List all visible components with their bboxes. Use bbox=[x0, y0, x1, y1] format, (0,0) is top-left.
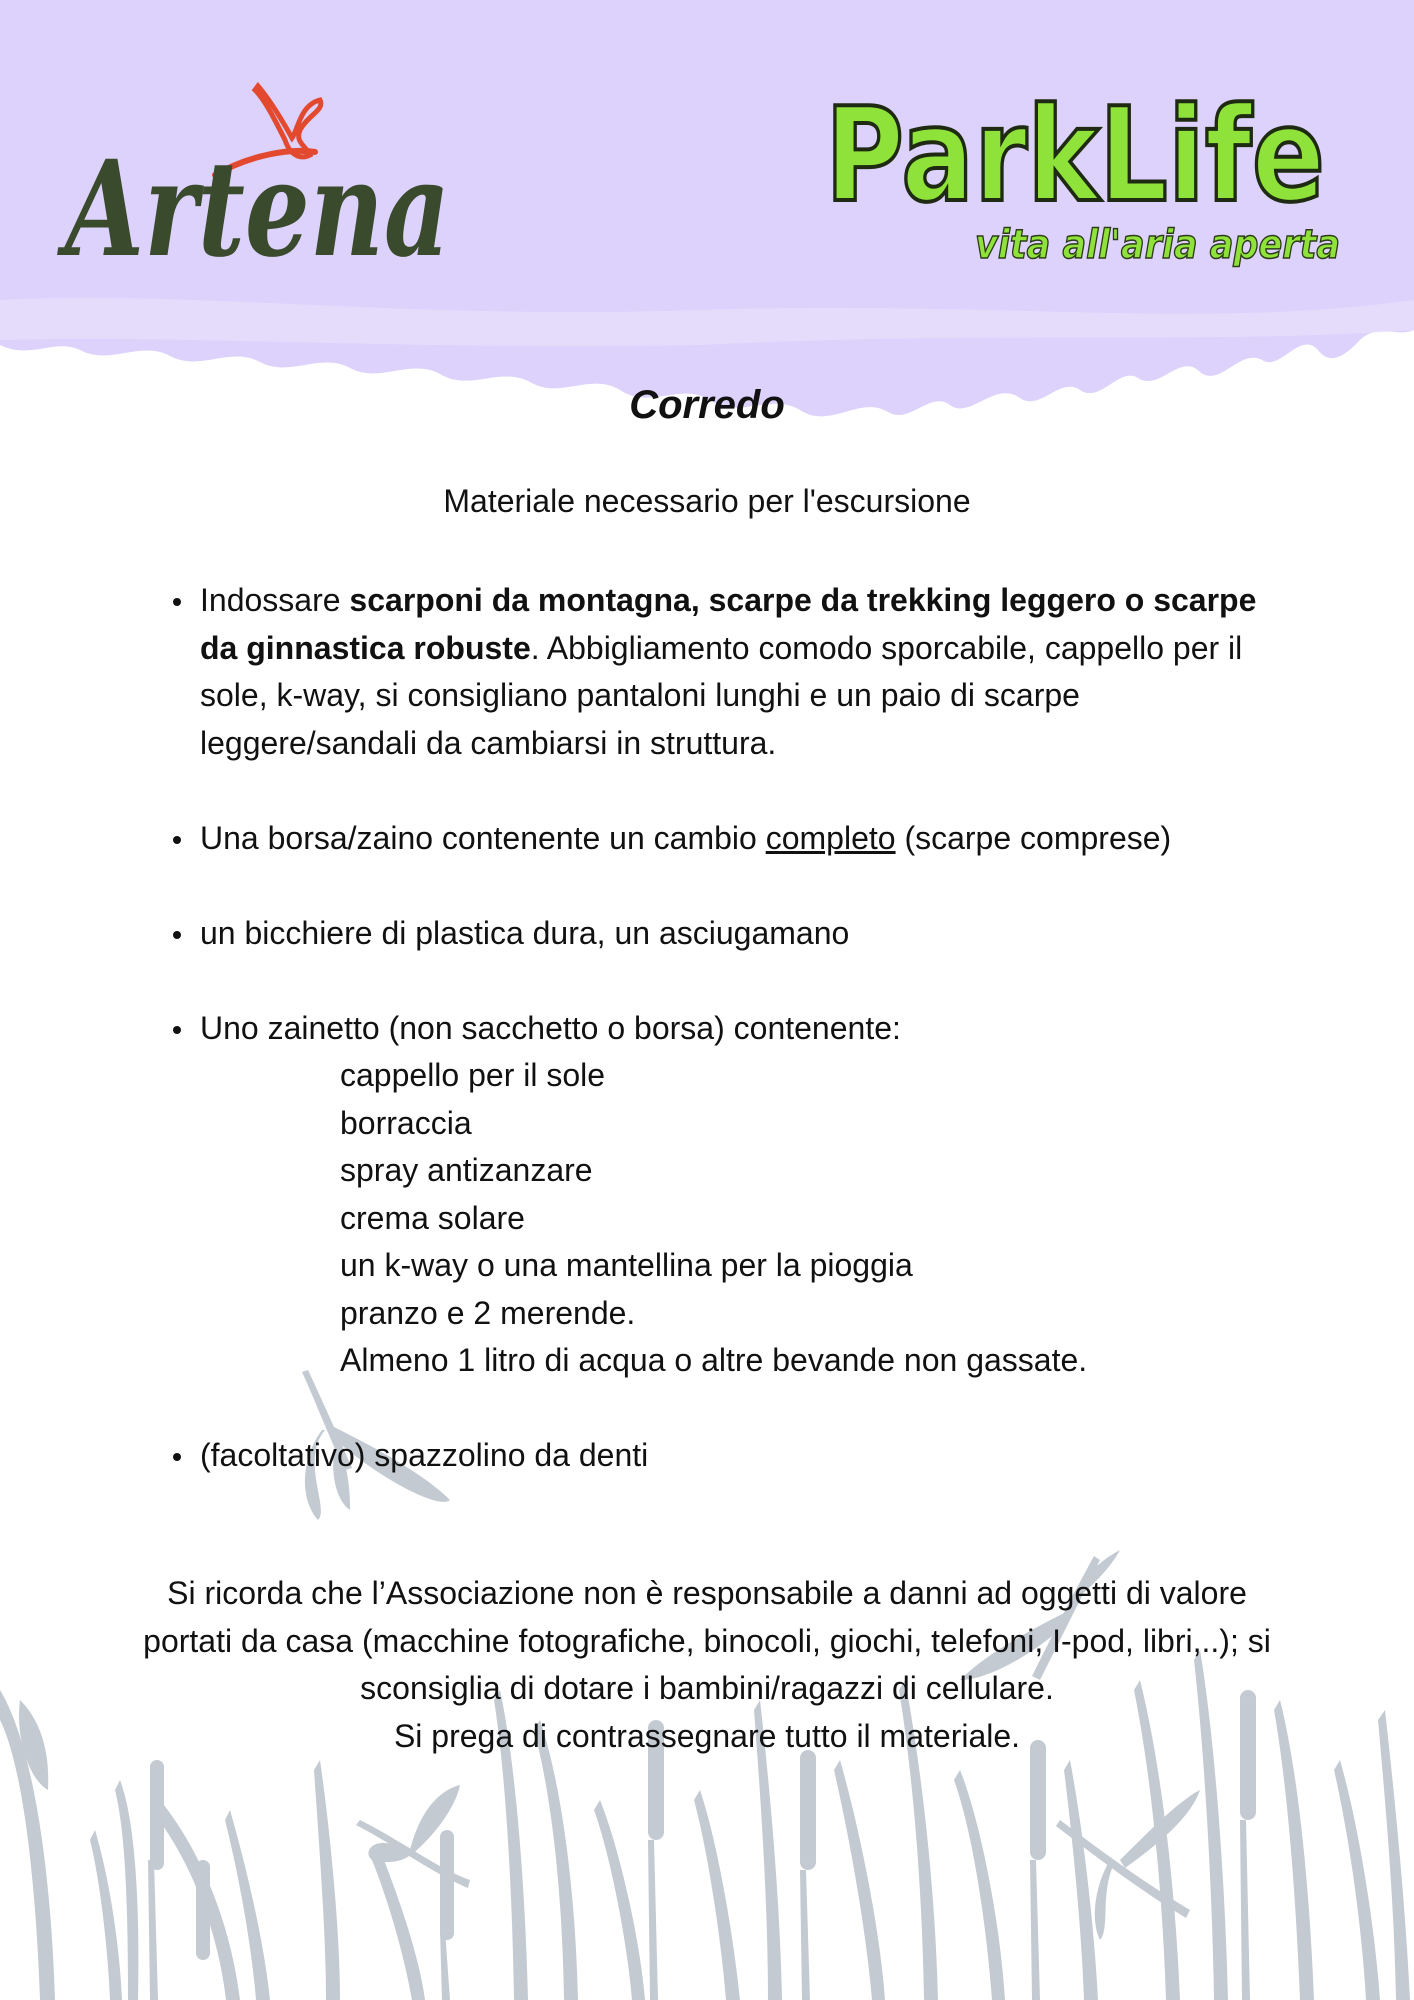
footwear-highlight: scarponi da montagna, scarpe da trekking leggero o scarpe da ginnastica robuste bbox=[200, 582, 1257, 666]
artena-logo bbox=[56, 60, 460, 287]
list-item: Uno zainetto (non sacchetto o borsa) contenente: cappello per il sole borraccia spray antizanzare crema solare un k-way o una mantellina per la pioggia pranzo e 2 merende. Almeno 1 litro di acqua o altre bevande non gassate. bbox=[170, 1005, 1290, 1385]
parklife-logo bbox=[815, 50, 1355, 280]
svg-text:Artena: Artena bbox=[56, 132, 451, 287]
sub-item: borraccia bbox=[340, 1104, 472, 1141]
equipment-list bbox=[170, 577, 1290, 1480]
underlined-word: completo bbox=[765, 819, 896, 856]
page-title: Corredo bbox=[629, 383, 785, 427]
labeling-reminder: Si prega di contrassegnare tutto il materiale. bbox=[393, 1717, 1021, 1754]
list-item: Una borsa/zaino contenente un cambio completo (scarpe comprese) bbox=[170, 815, 1290, 863]
list-item: un bicchiere di plastica dura, un asciugamano bbox=[170, 910, 1290, 958]
sub-item: un k-way o una mantellina per la pioggia bbox=[340, 1247, 913, 1283]
svg-text:ParkLife: ParkLife bbox=[825, 79, 1325, 231]
sub-item: crema solare bbox=[340, 1199, 525, 1236]
svg-text:vita all'aria aperta: vita all'aria aperta bbox=[975, 222, 1340, 268]
sub-item: cappello per il sole bbox=[340, 1057, 606, 1093]
backpack-contents bbox=[200, 1052, 1290, 1385]
list-item: (facoltativo) spazzolino da denti bbox=[170, 1432, 1290, 1480]
disclaimer bbox=[140, 1570, 1274, 1760]
page-subtitle: Materiale necessario per l'escursione bbox=[443, 483, 971, 519]
sub-item: spray antizanzare bbox=[340, 1152, 593, 1188]
sub-item: pranzo e 2 merende. bbox=[340, 1294, 636, 1331]
sub-item: Almeno 1 litro di acqua o altre bevande non gassate. bbox=[340, 1342, 1088, 1378]
list-item: Indossare scarponi da montagna, scarpe da trekking leggero o scarpe da ginnastica robuste. Abbigliamento comodo sporcabile, cappello per il sole, k-way, si consigliano pantaloni lunghi e un paio di scarpe leggere/sandali da cambiarsi in struttura. bbox=[170, 577, 1290, 767]
disclaimer-text: Si ricorda che l’Associazione non è responsabile a danni ad oggetti di valore portati da casa (macchine fotografiche, binocoli, giochi, telefoni, I-pod, libri,..); si sconsiglia di dotare i bambini/ragazzi di cellulare. bbox=[143, 1575, 1271, 1706]
